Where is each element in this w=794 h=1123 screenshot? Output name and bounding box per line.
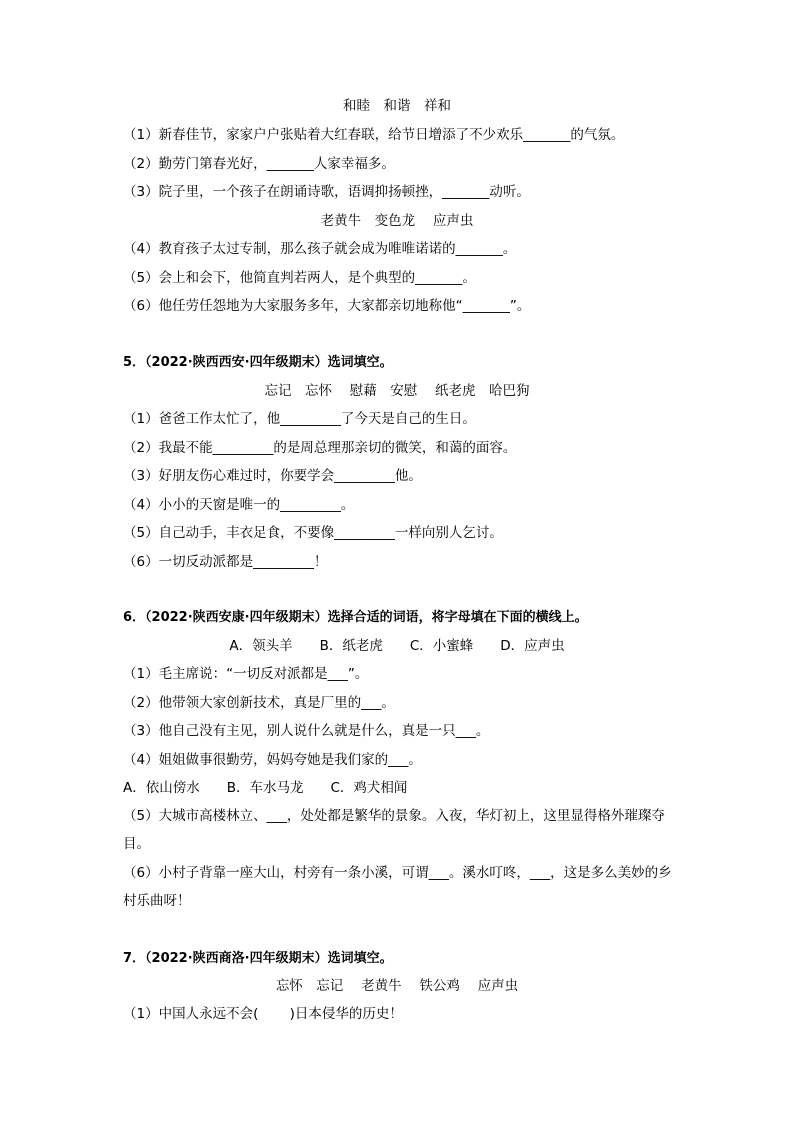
question-7-word-bank: 忘怀 忘记 老黄牛 铁公鸡 应声虫	[275, 978, 519, 994]
item-1-2: （2）勤劳门第春光好，_______人家幸福多。	[123, 156, 395, 172]
question-6-item-4: （4）姐姐做事很勤劳，妈妈夸她是我们家的___。	[123, 752, 422, 768]
word-bank-1: 和睦 和谐 祥和	[343, 98, 451, 114]
item-1-6: （6）他任劳任怨地为大家服务多年，大家都亲切地称他“_______”。	[123, 298, 531, 314]
question-6-item-6: （6）小村子背靠一座大山，村旁有一条小溪，可谓___。溪水叮咚，___，这是多么美妙的乡村乐曲呀！	[123, 865, 672, 909]
question-7-heading: 7．（2022·陕西商洛·四年级期末）选词填空。	[123, 951, 393, 966]
question-6-heading: 6．（2022·陕西安康·四年级期末）选择合适的词语，将字母填在下面的横线上。	[123, 610, 588, 625]
question-6-word-bank: A．领头羊 B．纸老虎 C．小蜜蜂 D．应声虫	[229, 638, 565, 654]
question-6-item-3: （3）他自己没有主见，别人说什么就是什么，真是一只___。	[123, 723, 490, 739]
question-5-item-3: （3）好朋友伤心难过时，你要学会_________他。	[123, 468, 422, 484]
question-5-item-4: （4）小小的天窗是唯一的_________。	[123, 497, 355, 513]
question-6-word-bank-2: A．依山傍水 B．车水马龙 C．鸡犬相闻	[123, 780, 408, 796]
item-1-1: （1）新春佳节，家家户户张贴着大红春联，给节日增添了不少欢乐_______的气氛。	[123, 127, 625, 143]
question-5-item-2: （2）我最不能_________的是周总理那亲切的微笑，和蔼的面容。	[123, 440, 517, 456]
question-6-item-2: （2）他带领大家创新技术，真是厂里的___。	[123, 695, 395, 711]
question-6-item-5: （5）大城市高楼林立、___，处处都是繁华的景象。入夜，华灯初上，这里显得格外璀璨夺目。	[123, 808, 665, 852]
question-5-heading: 5．（2022·陕西西安·四年级期末）选词填空。	[123, 355, 393, 370]
question-5-word-bank: 忘记 忘怀 慰藉 安慰 纸老虎 哈巴狗	[264, 383, 530, 399]
item-1-4: （4）教育孩子太过专制，那么孩子就会成为唯唯诺诺的_______。	[123, 241, 517, 257]
word-bank-2: 老黄牛 变色龙 应声虫	[320, 213, 474, 229]
question-5-item-1: （1）爸爸工作太忙了，他_________了今天是自己的生日。	[123, 411, 476, 427]
question-5-item-5: （5）自己动手，丰衣足食，不要像_________一样向别人乞讨。	[123, 525, 503, 541]
question-6-item-1: （1）毛主席说：“一切反对派都是___”。	[123, 666, 369, 682]
item-1-5: （5）会上和会下，他简直判若两人，是个典型的_______。	[123, 270, 476, 286]
item-1-3: （3）院子里，一个孩子在朗诵诗歌，语调抑扬顿挫，_______动听。	[123, 184, 530, 200]
question-7-item-1: （1）中国人永远不会( )日本侵华的历史！	[123, 1006, 403, 1022]
question-5-item-6: （6）一切反动派都是_________！	[123, 554, 328, 570]
